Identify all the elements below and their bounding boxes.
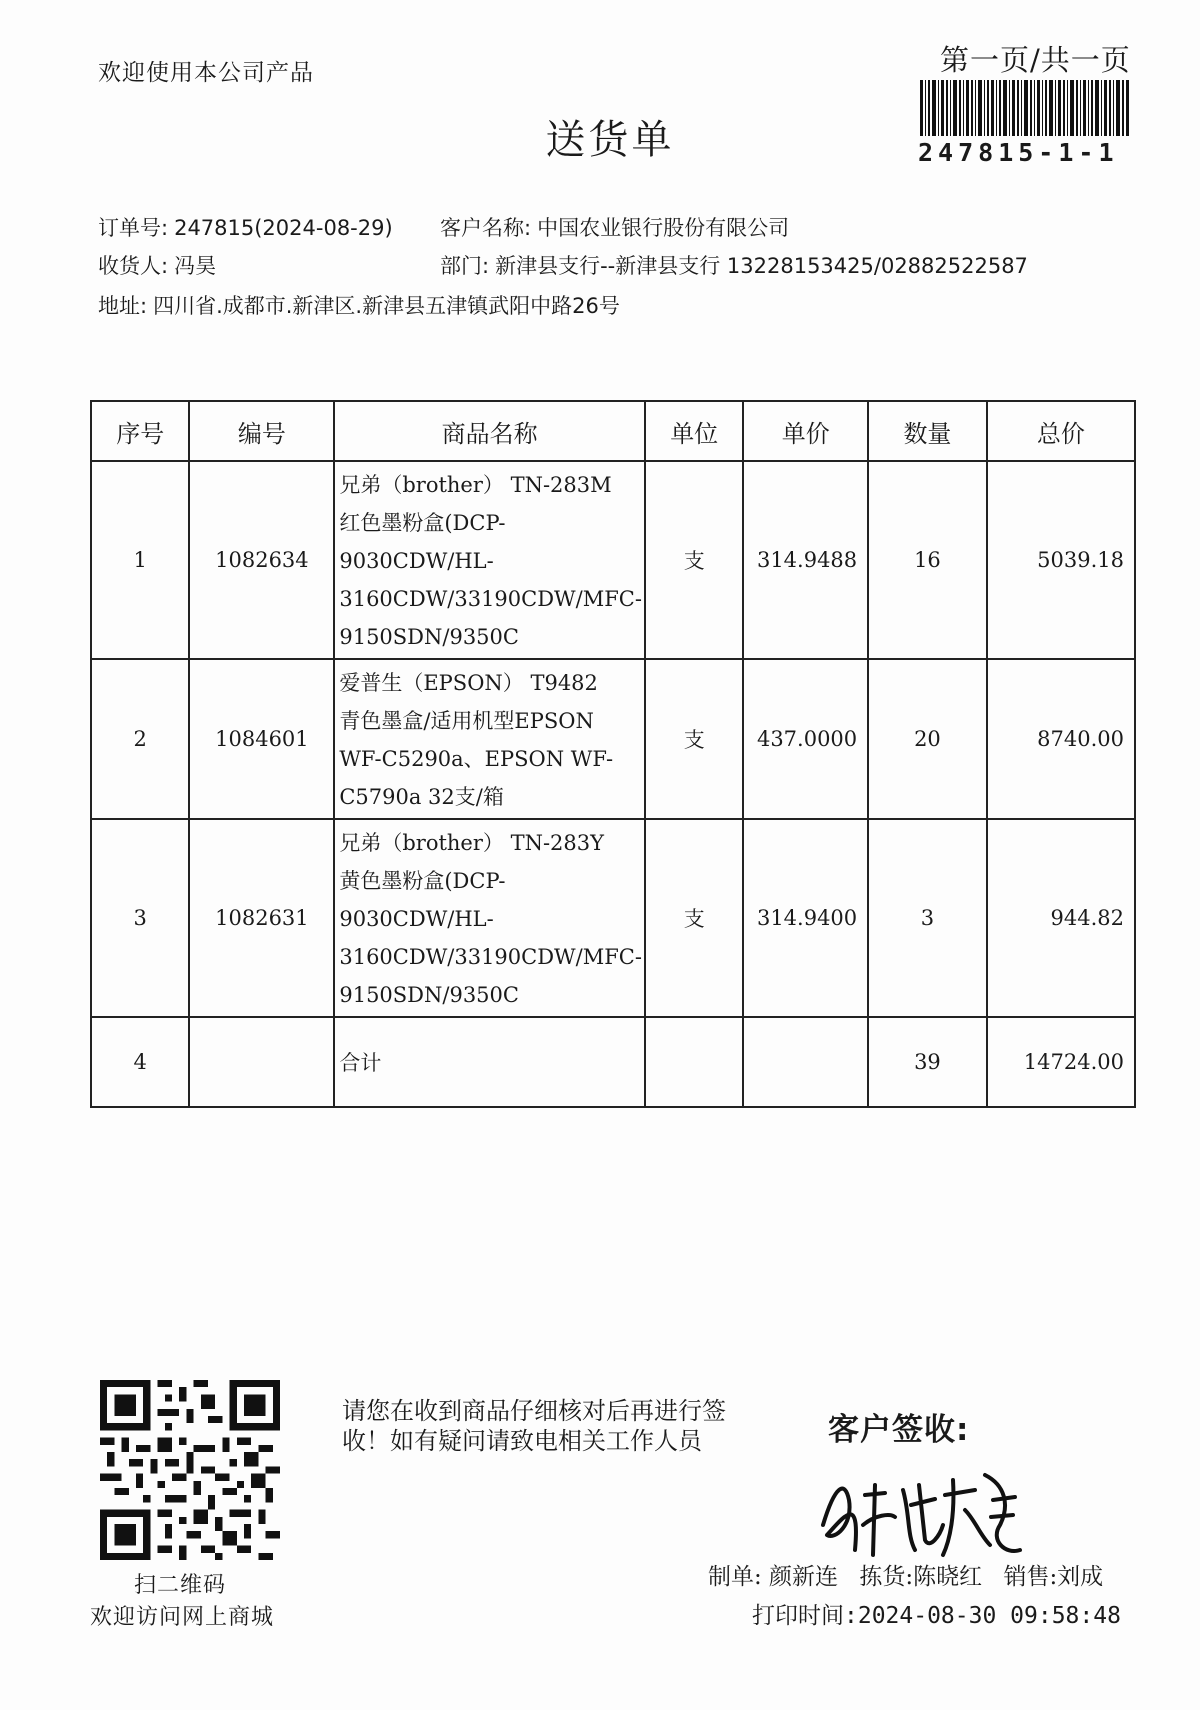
cell-code: 1082634 <box>189 461 334 659</box>
col-header-unit: 单位 <box>645 401 743 461</box>
name-line: WF-C5290a、EPSON WF- <box>339 747 614 771</box>
picker: 拣货:陈晓红 <box>859 1564 983 1590</box>
cell-qty: 20 <box>868 659 987 819</box>
address <box>98 290 620 320</box>
cell-unit-empty <box>645 1017 743 1107</box>
order-number <box>98 212 393 242</box>
customer-name <box>440 212 789 242</box>
cell-total: 8740.00 <box>987 659 1135 819</box>
table-header-row <box>91 401 1135 461</box>
cell-price: 437.0000 <box>743 659 868 819</box>
col-header-total: 总价 <box>987 401 1135 461</box>
name-line: 青色墨盒/适用机型EPSON <box>339 709 594 733</box>
name-line: 9150SDN/9350C <box>339 625 519 649</box>
name-line: 9030CDW/HL- <box>339 907 494 931</box>
col-header-code: 编号 <box>189 401 334 461</box>
print-time: 打印时间:2024-08-30 09:58:48 <box>752 1603 1121 1629</box>
sales: 销售:刘成 <box>1003 1564 1104 1590</box>
cell-total: 5039.18 <box>987 461 1135 659</box>
order-value: 247815(2024-08-29) <box>174 216 393 240</box>
cell-code: 1082631 <box>189 819 334 1017</box>
document-title: 送货单 <box>545 117 675 163</box>
signature-notice: 请您在收到商品仔细核对后再进行签收！如有疑问请致电相关工作人员 <box>342 1397 726 1455</box>
name-line: C5790a 32支/箱 <box>339 785 504 809</box>
cell-unit: 支 <box>645 659 743 819</box>
receiver-label: 收货人: <box>98 254 169 278</box>
cell-grand-total: 14724.00 <box>987 1017 1135 1107</box>
cell-code: 1084601 <box>189 659 334 819</box>
cell-unit: 支 <box>645 819 743 1017</box>
qr-caption-visit: 欢迎访问网上商城 <box>90 1605 275 1630</box>
cell-qty-sum: 39 <box>868 1017 987 1107</box>
cell-product-name <box>334 819 645 1017</box>
cell-seq: 2 <box>91 659 189 819</box>
table-row <box>91 819 1135 1017</box>
cell-qty: 16 <box>868 461 987 659</box>
cell-total-label: 合计 <box>334 1017 645 1107</box>
name-line: 爱普生（EPSON） T9482 <box>339 671 598 695</box>
col-header-qty: 数量 <box>868 401 987 461</box>
address-label: 地址: <box>98 294 148 318</box>
cell-price: 314.9488 <box>743 461 868 659</box>
name-line: 9030CDW/HL- <box>339 549 494 573</box>
col-header-seq: 序号 <box>91 401 189 461</box>
welcome-text: 欢迎使用本公司产品 <box>98 60 314 86</box>
cell-price-empty <box>743 1017 868 1107</box>
cell-qty: 3 <box>868 819 987 1017</box>
receiver <box>98 250 216 280</box>
maker: 制单: 颜新连 <box>708 1564 839 1590</box>
name-line: 红色墨粉盒(DCP- <box>339 511 506 535</box>
dept-value: 新津县支行--新津县支行 13228153425/02882522587 <box>495 254 1028 278</box>
cell-seq: 3 <box>91 819 189 1017</box>
address-value: 四川省.成都市.新津区.新津县五津镇武阳中路26号 <box>153 294 620 318</box>
cell-product-name <box>334 461 645 659</box>
name-line: 黄色墨粉盒(DCP- <box>339 869 506 893</box>
table-row <box>91 659 1135 819</box>
qr-code <box>100 1380 280 1560</box>
cell-product-name <box>334 659 645 819</box>
col-header-price: 单价 <box>743 401 868 461</box>
barcode <box>920 80 1130 136</box>
goods-table <box>90 400 1136 1108</box>
name-line: 兄弟（brother） TN-283Y <box>339 831 604 855</box>
handwritten-signature <box>815 1455 1025 1570</box>
col-header-name: 商品名称 <box>334 401 645 461</box>
dept-label: 部门: <box>440 254 490 278</box>
name-line: 兄弟（brother） TN-283M <box>339 473 612 497</box>
cell-unit: 支 <box>645 461 743 659</box>
customer-sign-label: 客户签收: <box>828 1412 970 1448</box>
qr-caption-scan: 扫二维码 <box>134 1573 227 1598</box>
customer-value: 中国农业银行股份有限公司 <box>537 216 790 240</box>
order-label: 订单号: <box>98 216 169 240</box>
cell-total: 944.82 <box>987 819 1135 1017</box>
name-line: 3160CDW/33190CDW/MFC- <box>339 945 642 969</box>
staff-line <box>708 1558 1117 1591</box>
receiver-value: 冯昊 <box>174 254 217 278</box>
name-line: 3160CDW/33190CDW/MFC- <box>339 587 642 611</box>
department <box>440 250 1028 280</box>
table-total-row <box>91 1017 1135 1107</box>
table-row <box>91 461 1135 659</box>
customer-label: 客户名称: <box>440 216 532 240</box>
page-indicator: 第一页/共一页 <box>940 43 1131 77</box>
name-line: 9150SDN/9350C <box>339 983 519 1007</box>
cell-seq: 4 <box>91 1017 189 1107</box>
cell-seq: 1 <box>91 461 189 659</box>
barcode-number: 247815-1-1 <box>918 138 1119 167</box>
cell-price: 314.9400 <box>743 819 868 1017</box>
cell-code-empty <box>189 1017 334 1107</box>
